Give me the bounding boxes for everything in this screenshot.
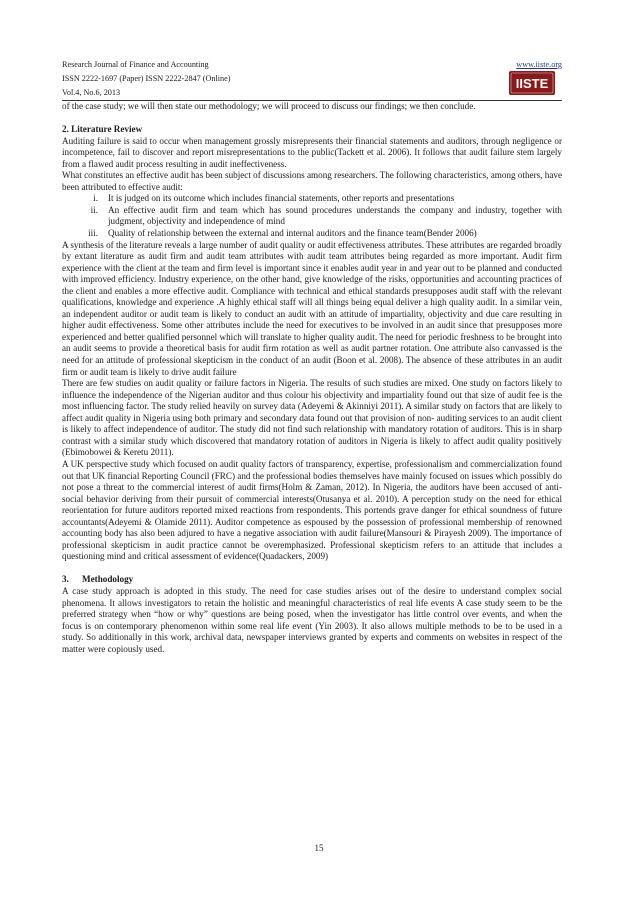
paragraph: Auditing failure is said to occur when management grossly misrepresents their financial statements and auditors, through negligence or incompetence, fail to discover and report misrepresentations to the public(Tackett et al. 2006). It follows that audit failure stem largely from a flawed audit process resulting in audit ineffectiveness. xyxy=(62,135,562,169)
list-item xyxy=(62,228,562,240)
page-number: 15 xyxy=(314,843,324,853)
section-heading-methodology xyxy=(62,574,562,586)
section-number: 3. xyxy=(62,574,69,585)
list-item xyxy=(62,205,562,228)
intro-closing-sentence: of the case study; we will then state our methodology; we will proceed to discuss our findings; we then conclude. xyxy=(62,101,476,111)
journal-title: Research Journal of Finance and Accounting xyxy=(62,60,209,69)
list-text: An effective audit firm and team which has sound procedures understands the company and industry, together with judgment, objectivity and independence of mind xyxy=(108,204,562,227)
list-text: It is judged on its outcome which includes financial statements, other reports and presentations xyxy=(108,193,455,204)
running-header xyxy=(62,58,562,100)
paragraph: A synthesis of the literature reveals a large number of audit quality or audit effectiveness attributes. These attributes are regarded broadly by extant literature as audit firm and audit team attributes with audit team attributes being regarded as more important. Audit firm experience with the client at the team and firm level is important since it enables audit year in and year out to be planned and conducted with improved efficiency. Industry experience, on the other hand, give knowledge of the risks, opportunities and accounting practices of the client and enables a more effective audit. Compliance with technical and ethical standards presupposes audit staff with the relevant qualifications, knowledge and experience .A highly ethical staff will all things being equal deliver a high quality audit. In a similar vein, an independent auditor or audit team is likely to conduct an audit with an attitude of impartiality, objectivity and due care resulting in higher audit effectiveness. Some other attributes include the need for executives to be involved in an audit since that presupposes more experienced and better qualified personnel which will translate to higher quality audit. The need for periodic freshness to be brought into an audit seems to provide a theoretical basis for audit firm rotation as well as audit partner rotation. One attribute also canvassed is the need for an attitude of professional skepticism in the conduct of an audit (Boon et al. 2008). The absence of these attributes in an audit firm or audit team is likely to drive audit failure xyxy=(62,239,562,377)
issn-line: ISSN 2222-1697 (Paper) ISSN 2222-2847 (Online) xyxy=(62,74,231,83)
journal-url-link[interactable]: www.iiste.org xyxy=(516,60,562,69)
list-number: iii. xyxy=(88,228,98,239)
list-number: ii. xyxy=(90,204,98,215)
section-heading-literature-review: 2. Literature Review xyxy=(62,124,143,135)
list-item xyxy=(62,193,562,205)
paragraph: There are few studies on audit quality or failure factors in Nigeria. The results of such studies are mixed. One study on factors likely to influence the independence of the Nigerian auditor and thus colour his objectivity and impartiality found out that size of audit fee is the most influencing factor. The study relied heavily on survey data (Adeyemi & Akinniyi 2011). A similar study on factors that are likely to affect audit quality in Nigeria using both primary and secondary data found out that provision of non- auditing services to an audit client is likely to affect independence of auditor. The study did not find such relationship with mandatory rotation of auditors. This is in sharp contrast with a similar study which discovered that mandatory rotation of auditors in Nigeria is likely to affect audit quality positively (Ebimobowei & Keretu 2011). xyxy=(62,378,562,458)
section-title: Methodology xyxy=(82,574,134,585)
logo-text: IISTE xyxy=(515,76,549,91)
list-number: i. xyxy=(93,193,98,204)
article-body xyxy=(62,101,562,655)
paragraph: A case study approach is adopted in this study. The need for case studies arises out of the desire to understand complex social phenomena. It allows investigators to retain the holistic and meaningful characteristics of real life events A case study seem to be the preferred strategy when “how or why” questions are being posed, when the investigator has little control over events, and when the focus is on contemporary phenomenon within some real life event (Yin 2003). It also allows multiple methods to be to be used in a study. So additionally in this work, archival data, newspaper interviews granted by experts and comments on websites in respect of the matter were copiously used. xyxy=(62,585,562,654)
volume-line: Vol.4, No.6, 2013 xyxy=(62,88,121,97)
paragraph: A UK perspective study which focused on audit quality factors of transparency, expertise, professionalism and commercialization found out that UK financial Reporting Council (FRC) and the professional bodies themselves have mainly focused on issues which possibly do not pose a threat to the commercial interest of audit firms(Holm & Zaman, 2012). In Nigeria, the auditors have been accused of anti- social behavior deriving from their pursuit of commercial interests(Otusanya et al. 2010). A perception study on the need for ethical reorientation for future auditors reported mixed reactions from respondents. This portends grave danger for ethical soundness of future accountants(Adeyemi & Olamide 2011). Auditor competence as espoused by the possession of professional membership of renowned accounting body has also been adjured to have a negative association with audit failure(Mansouri & Pirayesh 2009). The importance of professional skepticism in audit practice cannot be overemphasized. Professional skepticism refers to an attitude that includes a questioning mind and critical assessment of evidence(Quadackers, 2009) xyxy=(62,458,562,562)
list-text: Quality of relationship between the external and internal auditors and the finance team(Bender 2006) xyxy=(108,228,477,239)
paragraph: What constitutes an effective audit has been subject of discussions among researchers. The following characteristics, among others, have been attributed to effective audit: xyxy=(62,170,562,192)
iiste-logo xyxy=(503,70,561,96)
